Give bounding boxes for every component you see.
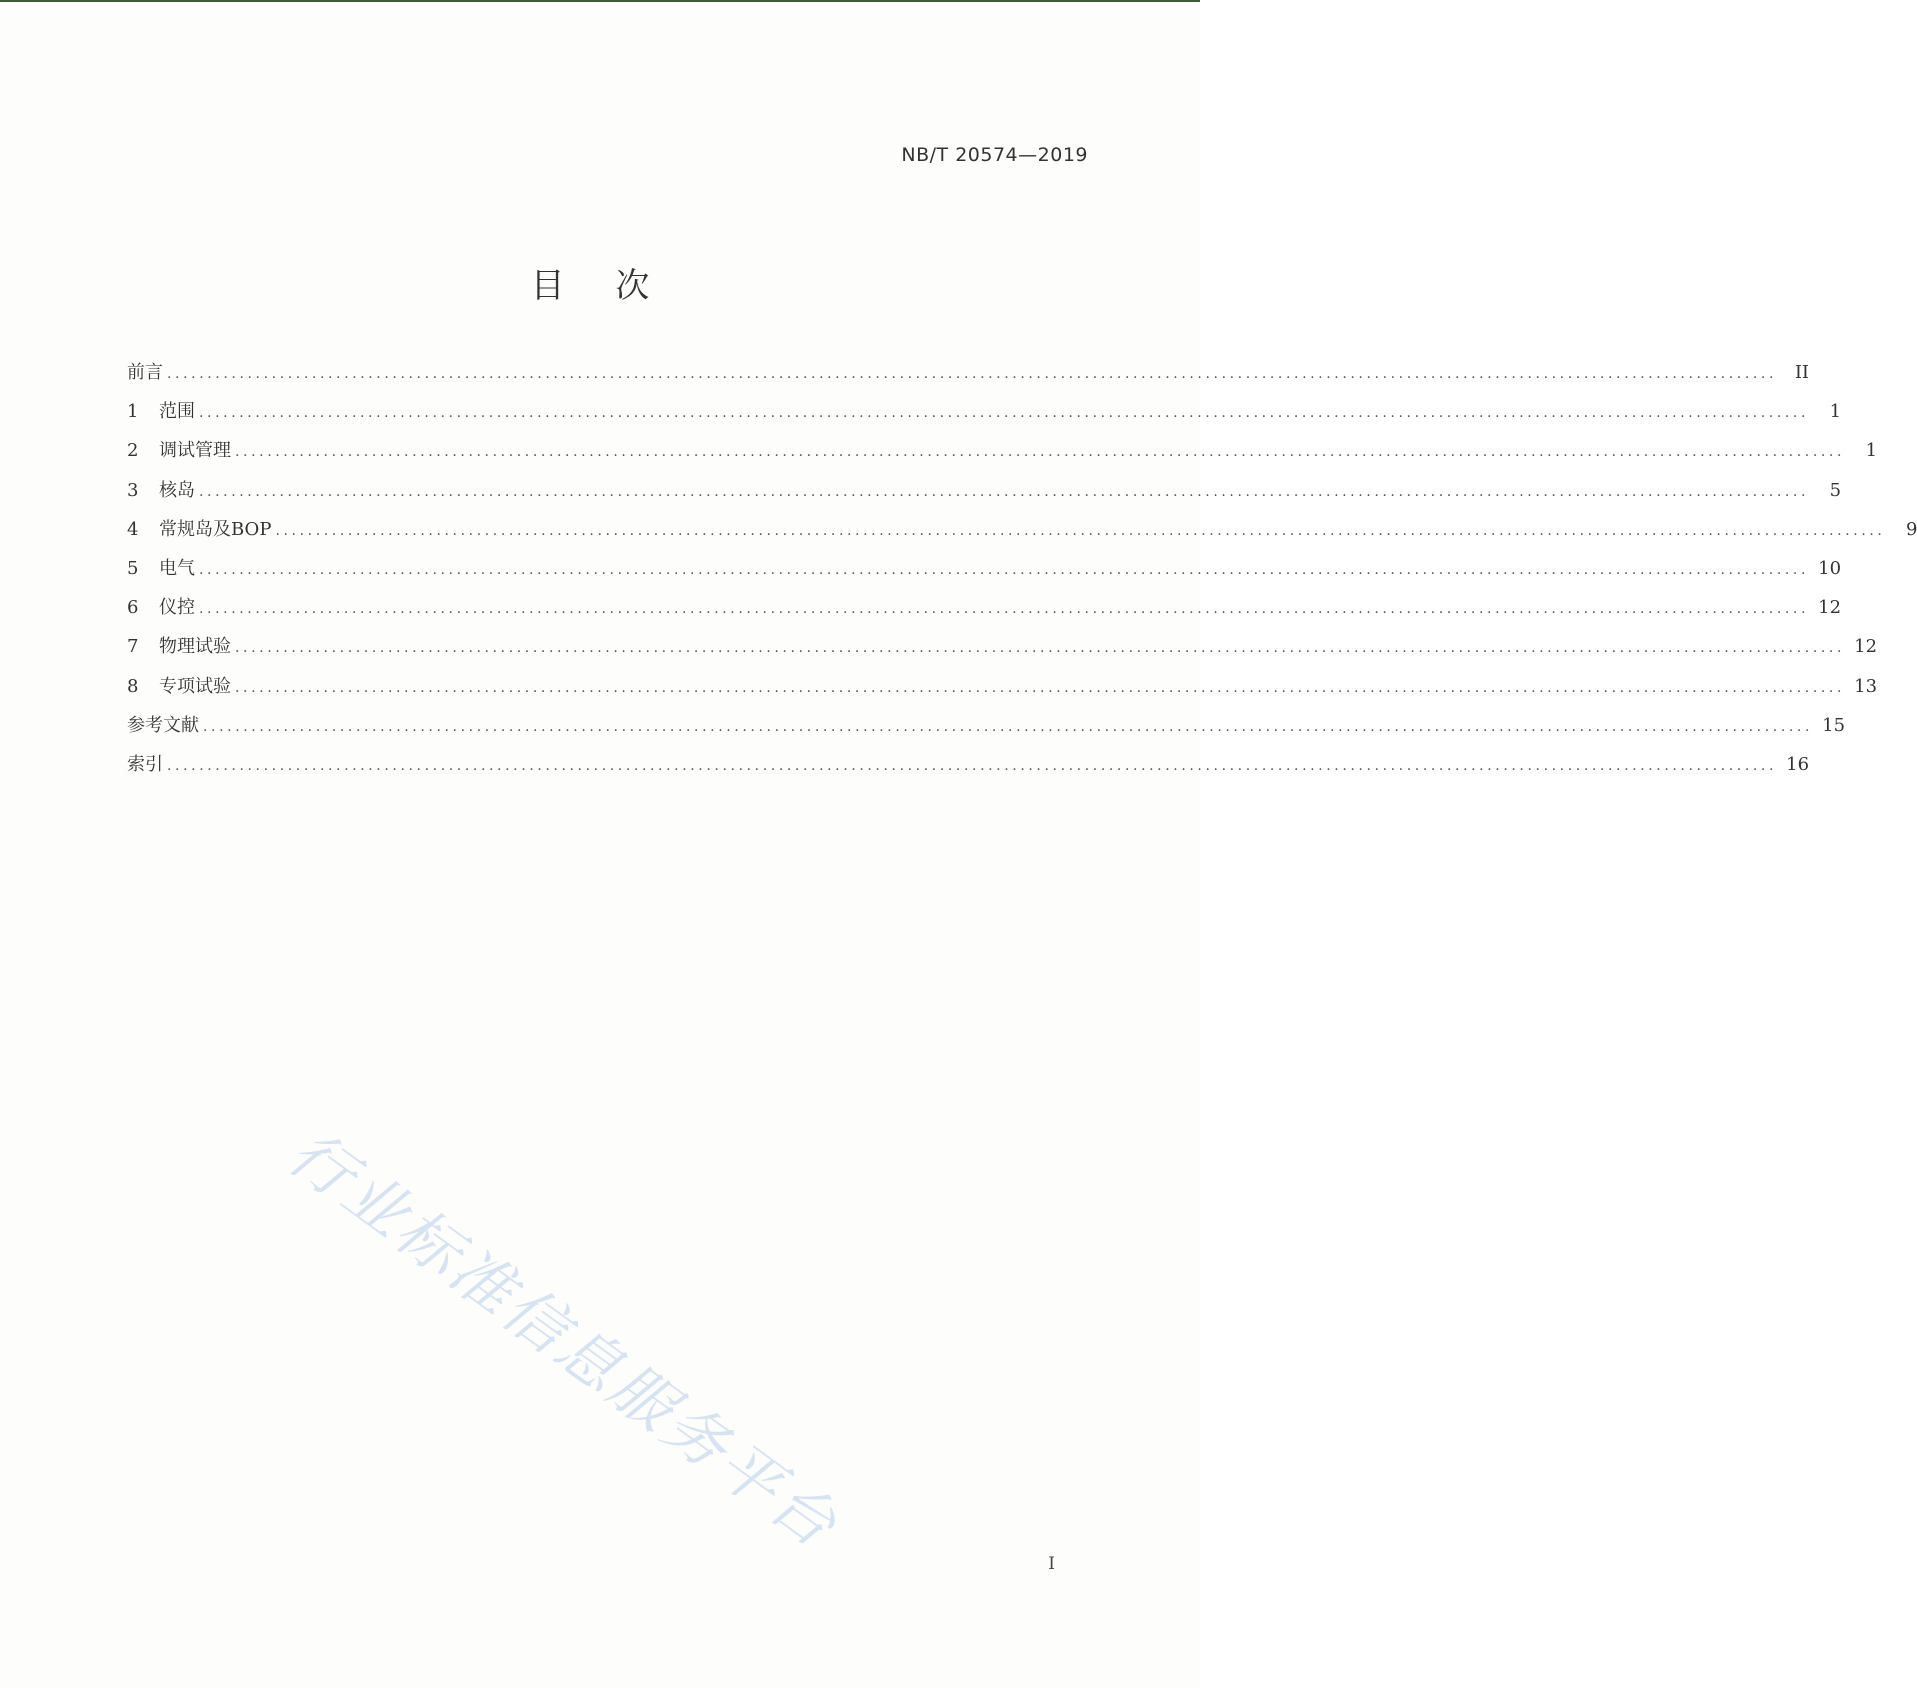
toc-entry-label: 仪控 <box>159 597 195 619</box>
toc-entry[interactable] <box>127 554 1842 593</box>
toc-entry-page: 16 <box>1786 753 1810 775</box>
toc-entry[interactable] <box>127 593 1842 632</box>
toc-entry-label: 核岛 <box>159 479 195 501</box>
toc-entry-page: 10 <box>1818 557 1842 579</box>
toc-title: 目 次 <box>530 266 670 306</box>
toc-entry-page: 5 <box>1829 479 1842 501</box>
toc-entry-page: 12 <box>1818 597 1842 619</box>
toc-entry-number: 7 <box>127 636 139 658</box>
toc-entry-number: 8 <box>127 675 139 697</box>
watermark: 行业标准信息服务平台 <box>275 1116 853 1564</box>
toc-entry-label: 常规岛及BOP <box>159 518 272 540</box>
standard-code: NB/T 20574—2019 <box>901 144 1088 166</box>
toc-entry[interactable] <box>127 436 1878 475</box>
toc-entry-label: 专项试验 <box>159 675 231 697</box>
toc-entry[interactable] <box>127 632 1878 671</box>
toc-entry-label: 前言 <box>127 362 163 383</box>
toc-entry[interactable] <box>127 358 1810 397</box>
toc-entry-label: 参考文献 <box>127 714 199 736</box>
toc-entry-label: 电气 <box>159 557 195 579</box>
toc-leader-dots: ........................................................................................................................................................................................................ <box>235 444 1846 461</box>
toc-entry-label: 索引 <box>127 753 163 775</box>
toc-entry-page: II <box>1794 362 1810 383</box>
toc-entry-page: 1 <box>1829 401 1842 423</box>
toc-entry[interactable] <box>127 476 1842 515</box>
toc-leader-dots: ........................................................................................................................................................................................................ <box>275 522 1886 539</box>
toc-entry-number: 2 <box>127 440 139 462</box>
toc-entry[interactable] <box>127 672 1878 711</box>
toc-leader-dots: ........................................................................................................................................................................................................ <box>167 366 1778 382</box>
table-of-contents <box>127 358 1917 789</box>
toc-leader-dots: ........................................................................................................................................................................................................ <box>167 757 1778 774</box>
page-number: I <box>1048 1554 1055 1574</box>
toc-entry-page: 13 <box>1854 675 1878 697</box>
toc-entry-label: 调试管理 <box>159 440 231 462</box>
toc-entry[interactable] <box>127 711 1846 750</box>
toc-entry-page: 12 <box>1854 636 1878 658</box>
toc-leader-dots: ........................................................................................................................................................................................................ <box>199 483 1810 500</box>
toc-entry-label: 范围 <box>159 401 195 423</box>
toc-entry[interactable] <box>127 397 1842 436</box>
toc-leader-dots: ........................................................................................................................................................................................................ <box>199 405 1810 422</box>
toc-leader-dots: ........................................................................................................................................................................................................ <box>199 601 1810 618</box>
toc-entry-number: 6 <box>127 597 139 619</box>
toc-entry-label: 物理试验 <box>159 636 231 658</box>
toc-entry[interactable] <box>127 515 1917 554</box>
toc-entry-number: 3 <box>127 479 139 501</box>
toc-entry[interactable] <box>127 750 1810 789</box>
toc-entry-number: 5 <box>127 557 139 579</box>
toc-leader-dots: ........................................................................................................................................................................................................ <box>199 561 1810 578</box>
toc-entry-number: 4 <box>127 518 139 540</box>
toc-entry-page: 1 <box>1865 440 1878 462</box>
toc-leader-dots: ........................................................................................................................................................................................................ <box>235 679 1846 696</box>
toc-entry-page: 15 <box>1822 714 1846 736</box>
toc-leader-dots: ........................................................................................................................................................................................................ <box>203 718 1814 735</box>
toc-entry-page: 9 <box>1906 518 1917 540</box>
toc-entry-number: 1 <box>127 401 139 423</box>
toc-leader-dots: ........................................................................................................................................................................................................ <box>235 640 1846 657</box>
